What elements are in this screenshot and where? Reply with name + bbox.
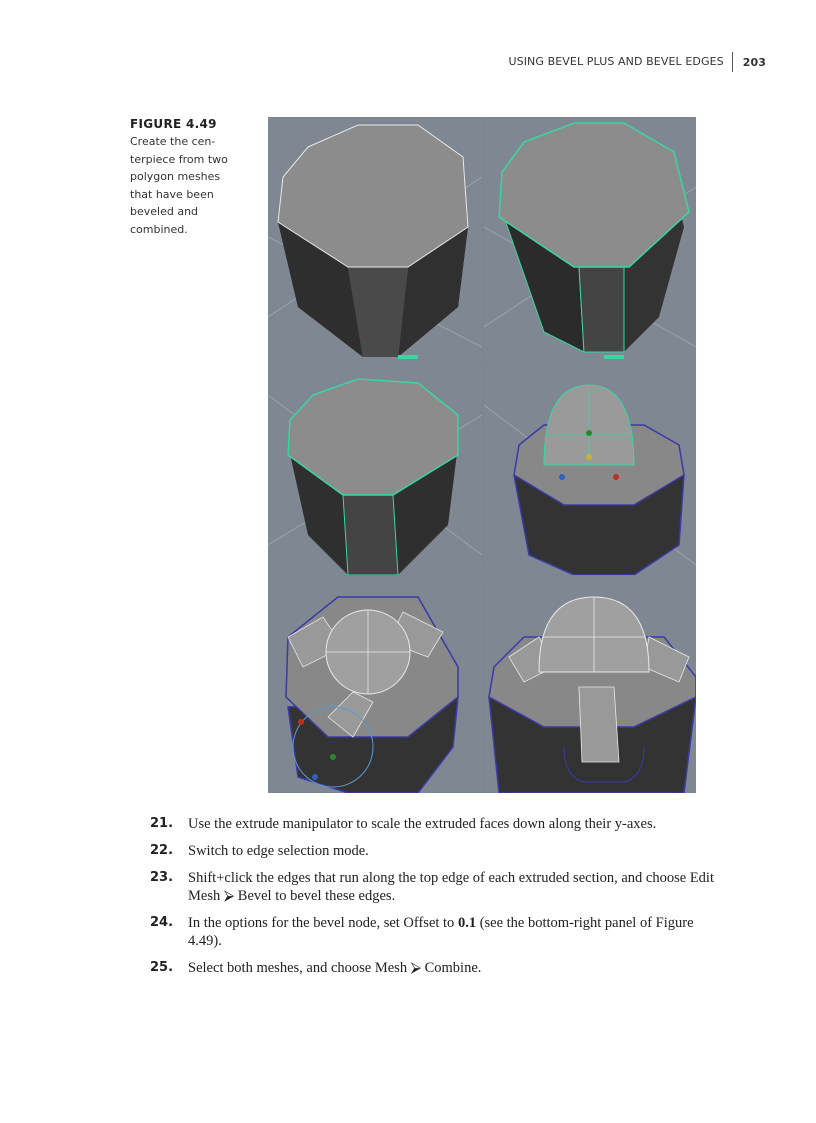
step-number: 23. [150, 870, 174, 885]
figure-label: FIGURE 4.49 [130, 117, 217, 131]
figure-4-49-image [268, 117, 696, 793]
step-23 [150, 869, 730, 905]
panel-octagonal-prism [268, 117, 482, 363]
step-21 [150, 815, 730, 833]
caption-line: beveled and [130, 205, 199, 218]
step-number: 24. [150, 915, 174, 930]
step-text: Shift+click the edges that run along the top edge of each extruded section, and choose Edit Mesh ⮚ Bevel to bevel these edges. [188, 870, 714, 904]
caption-line: that have been [130, 187, 214, 201]
step-text [188, 914, 730, 950]
step-number: 22. [150, 843, 174, 858]
panel-extruded-flanges-manipulator [268, 577, 482, 793]
step-text-after: (see the bottom-right panel of Figure 4.49). [188, 915, 694, 949]
caption-line: polygon meshes [130, 170, 221, 183]
caption-line: terpiece from two [130, 152, 228, 166]
figure-caption-text [130, 133, 242, 238]
step-number: 21. [150, 816, 174, 831]
step-text: Select both meshes, and choose Mesh ⮚ Combine. [188, 960, 482, 976]
step-text-before: In the options for the bevel node, set Offset to [188, 915, 458, 931]
step-text: Use the extrude manipulator to scale the extruded faces down along their y-axes. [188, 816, 657, 832]
panel-beveled-prism [484, 117, 696, 363]
instruction-steps [150, 815, 730, 986]
page-number: 203 [742, 55, 766, 69]
panel-extruded-flanges-beveled [484, 577, 696, 793]
step-25 [150, 959, 730, 977]
running-header-title: USING BEVEL PLUS AND BEVEL EDGES [508, 52, 732, 72]
caption-line: combined. [130, 222, 188, 236]
panel-dome-on-base [484, 365, 696, 575]
panel-beveled-prism-top [268, 365, 482, 575]
figure-caption [130, 117, 242, 238]
step-text: Switch to edge selection mode. [188, 843, 369, 859]
offset-value: 0.1 [457, 915, 477, 931]
caption-line: Create the cen- [130, 135, 216, 148]
running-header [508, 52, 766, 72]
step-number: 25. [150, 960, 174, 975]
step-24 [150, 914, 730, 950]
step-22 [150, 842, 730, 860]
